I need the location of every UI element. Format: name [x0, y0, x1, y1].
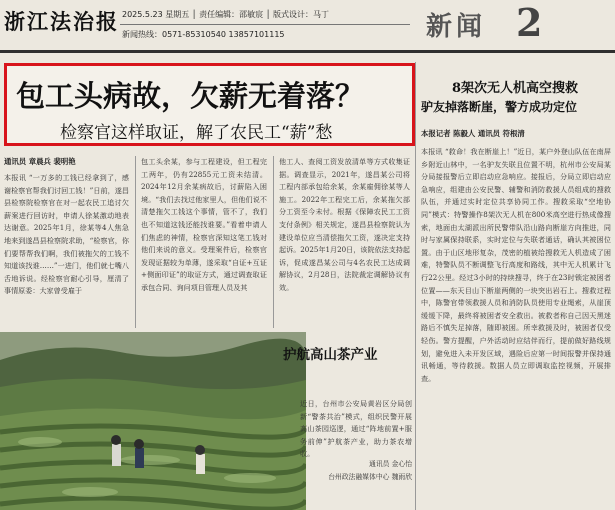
lead-body-col3: 他工人、查阅工资发放清单等方式收集证据。调查显示，2021年，遂昌某公司将工程内部承包给余某，余某雇佣徐某等人施工。2022年工程完工后，余某拖欠部分工资至今未付。根据《保障农民工工资支付条例》相关规定，遂昌县检察院认为建设单位应当清偿拖欠工资，遂决定支持起诉。2025年1月20日，该院依法支持起诉，促成遂昌某公司与4名农民工达成调解协议，2月28日，法院裁定调解协议有效。: [279, 157, 410, 292]
photo-caption: 近日，台州市公安局黄岩区分局创新“警茶共治”模式，组织民警开展高山茶园巡逻，通过“阵地前置+服务前伸”护航茶产业，助力茶农增收。: [300, 399, 412, 459]
right-column-rule: [415, 62, 416, 510]
page-number: 2: [516, 0, 543, 45]
lead-byline: 通讯员 章晨兵 裴明艳: [4, 157, 76, 166]
right-subheadline: 驴友掉落断崖，警方成功定位: [421, 100, 578, 114]
lead-subheadline: 检察官这样取证，解了农民工“薪”愁: [60, 123, 333, 143]
column-rule: [135, 156, 136, 328]
right-headline: 8架次无人机高空搜救: [452, 81, 579, 96]
masthead-divider: [0, 50, 615, 53]
right-body: 本报讯 “救命！我在断崖上！”近日，某户外登山队伍在南屏乡附近山林中，一名驴友失联且位置不明，杭州市公安局某分局接报警后立即启动应急响应。接报后，分局立即启动应急响应，组建由公安民警、辅警和消防救援人员组成的搜救队伍，并通过实时定位共享协同工作。搜救采取“空地协同”模式：特警操作8架次无人机在800米高空进行热成像搜索，地面由太湖派出所民警带队沿山路向断崖方向推进，同时与家属保持联系，实时定位与失联者通话，确认其被困位置。由于山区地形复杂，茂密的植被给搜救无人机造成了困难，特警队员不断调整飞行高度和路线，其中无人机累计飞行22公里。经过3小时的持续搜寻，终于在23时锁定被困者位置——东天目山下断崖两侧的一块突出岩石上。搜救过程中，陈警官带领救援人员和消防队员使用专业绳索，从崖顶缓缓下降，最终将被困者安全救出。被救者称自己因天黑迷路后不慎失足掉落，随即被困。所幸救援及时，被困者仅受轻伤。警方提醒，户外活动时应结伴而行，提前做好路线规划，避免进入未开发区域，遇险后应第一时间报警并保持通讯畅通，等待救援。数据人员立即调取监控视频，开展排查。: [421, 147, 611, 383]
right-byline: 本报记者 陈毅人 通讯员 符根清: [421, 129, 525, 138]
lead-body-col1: 本报讯 “一万多的工钱已经拿到了，感谢检察官帮我们讨回工钱！”日前，遂昌县检察院检察官在对一起农民工追讨欠薪案进行回访时，申请人徐某激动地表达谢意。2025年1月，徐某等4人焦急地来到遂昌县检察院求助，“检察官，你们要帮帮我们啊，我们被拖欠的工钱不知道该找谁……”一进门，他们就七嘴八舌地诉说。经检察官耐心引导，厘清了事情原委：大家曾受雇于: [4, 173, 129, 296]
photo-credit: 通讯员 金心怡 台州政法融媒体中心 魏雨欣: [328, 460, 412, 481]
lead-body-col2: 包工头余某，参与工程建设，但工程完工两年，仍有22855元工资未结清。2024年12月余某病故后，讨薪陷入困境。“我们去找过他家里人，但他们说不清楚拖欠工钱这个事情，管不了，我们也不知道这钱还能找谁要。”看着申请人们焦虑的神情，检察官深知这笔工钱对他们来说的意义。受理案件后，检察官发现证据较为单薄，遂采取“自证+互证+侧面印证”的取证方式，通过调查取证承包合同、询问项目管理人员及其: [141, 157, 267, 292]
column-rule: [273, 156, 274, 328]
issue-date-line: 2025.5.23 星期五 │ 责任编辑：邵敏宸 │ 版式设计：马丁: [122, 10, 330, 19]
newspaper-logo: 浙江法治报: [4, 9, 119, 34]
news-hotline: 新闻热线：0571-85310540 13857101115: [122, 30, 285, 39]
section-title: 新闻: [426, 12, 487, 42]
lead-headline: 包工头病故，欠薪无着落？: [16, 79, 365, 113]
feature-title: 护航高山茶产业: [283, 347, 378, 363]
tea-plantation-photo: [0, 332, 306, 510]
masthead-thin-rule: [120, 24, 410, 25]
